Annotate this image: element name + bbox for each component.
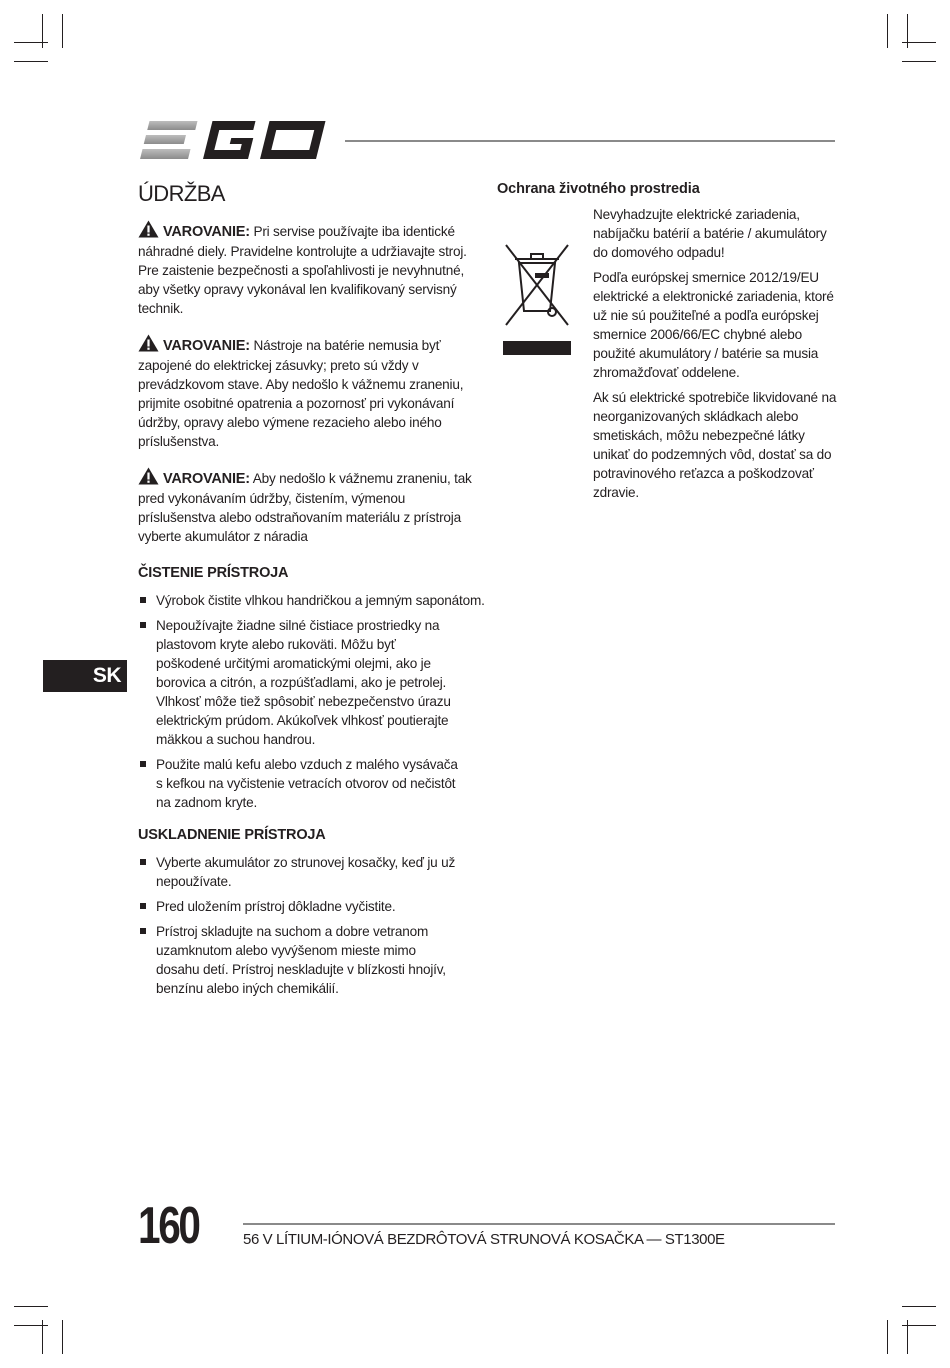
warning-label: VAROVANIE: <box>163 471 250 487</box>
warning-icon <box>138 334 159 352</box>
right-column <box>497 180 837 508</box>
storage-title: USKLADNENIE PRÍSTROJA <box>138 827 326 843</box>
environment-title: Ochrana životného prostredia <box>497 181 700 197</box>
header-rule <box>345 140 835 142</box>
crop-mark <box>14 1325 48 1326</box>
crop-mark <box>902 61 936 62</box>
cleaning-title: ČISTENIE PRÍSTROJA <box>138 565 289 581</box>
crossed-bin-icon <box>501 239 573 357</box>
warning-text: Nástroje na batérie nemusia byť zapojené do elektrickej zásuvky; preto sú vždy v prevádzkovom stave. Aby nedošlo k vážnemu zraneniu, prijmite osobitné opatrenia a pozornosť pri vykonávaní údržby, opravy alebo výmene rezacieho alebo iného príslušenstva. <box>138 338 464 449</box>
crop-mark <box>902 1325 936 1326</box>
left-column <box>138 180 483 1010</box>
crop-mark <box>62 1320 63 1354</box>
page-number: 160 <box>138 1197 199 1255</box>
crop-mark <box>62 14 63 48</box>
warning-block <box>138 334 483 451</box>
environment-paragraph: Ak sú elektrické spotrebiče likvidované na neorganizovaných skládkach alebo smetiskách, môžu nebezpečné látky unikať do podzemných vôd, dostať sa do potravinového reťazca a poškodzovať zdravie. <box>593 390 837 500</box>
list-item: Prístroj skladujte na suchom a dobre vetranom uzamknutom alebo vyvýšenom mieste mimo dosahu detí. Prístroj neskladujte v blízkosti hnojív, benzínu alebo iných chemikálií. <box>138 922 461 998</box>
crop-mark <box>14 61 48 62</box>
warning-label: VAROVANIE: <box>163 224 250 240</box>
warning-icon <box>138 467 159 485</box>
storage-list <box>138 853 483 998</box>
crop-mark <box>887 14 888 48</box>
footer-rule <box>243 1223 835 1225</box>
language-tab: SK <box>43 660 127 692</box>
crop-mark <box>902 1306 936 1307</box>
list-item: Nepoužívajte žiadne silné čistiace prostriedky na plastovom kryte alebo rukoväti. Môžu byť poškodené určitými aromatickými olejmi, ako je borovica a citrón, a rozpúšťadlami, ako je petrolej. Vlhkosť môže tiež spôsobiť nebezpečenstvo úrazu elektrickým prúdom. Akúkoľvek vlhkosť poutierajte mäkkou a suchou handrou. <box>138 616 461 749</box>
list-item: Pred uložením prístroj dôkladne vyčistite. <box>138 897 483 916</box>
environment-paragraph: Podľa európskej smernice 2012/19/EU elektrické a elektronické zariadenia, ktoré už nie sú použiteľné a podľa európskej smernice 2006/66/EC chybné alebo použité akumulátory / batérie sa musia zhromažďovať oddelene. <box>593 270 834 380</box>
list-item: Vyberte akumulátor zo strunovej kosačky, keď ju už nepoužívate. <box>138 853 461 891</box>
list-item: Použite malú kefu alebo vzduch z malého vysávača s kefkou na vyčistenie vetracích otvorov od nečistôt na zadnom kryte. <box>138 755 461 812</box>
warning-block <box>138 467 483 546</box>
warning-icon <box>138 220 159 238</box>
ego-logo <box>138 119 328 161</box>
cleaning-list <box>138 591 483 812</box>
warning-label: VAROVANIE: <box>163 338 250 354</box>
environment-section <box>497 205 837 502</box>
warning-text: Pri servise používajte iba identické náhradné diely. Pravidelne kontrolujte a udržiavajte stroj. Pre zaistenie bezpečnosti a spoľahlivosti je nevyhnutné, aby všetky opravy vykonával len kvalifikovaný servisný technik. <box>138 224 467 316</box>
footer-title: 56 V LÍTIUM-IÓNOVÁ BEZDRÔTOVÁ STRUNOVÁ KOSAČKA — ST1300E <box>243 1231 725 1248</box>
maintenance-title: ÚDRŽBA <box>138 181 225 206</box>
crop-mark <box>14 42 48 43</box>
crop-mark <box>902 42 936 43</box>
crop-mark <box>887 1320 888 1354</box>
list-item: Výrobok čistite vlhkou handričkou a jemným saponátom. <box>138 591 483 610</box>
warning-block <box>138 220 483 318</box>
crop-mark <box>14 1306 48 1307</box>
environment-text <box>593 205 837 502</box>
warning-text: Aby nedošlo k vážnemu zraneniu, tak pred vykonávaním údržby, čistením, výmenou príslušenstva alebo odstraňovaním materiálu z prístroja vyberte akumulátor z náradia <box>138 471 472 544</box>
environment-paragraph: Nevyhadzujte elektrické zariadenia, nabíjačku batérií a batérie / akumulátory do domového odpadu! <box>593 207 827 260</box>
